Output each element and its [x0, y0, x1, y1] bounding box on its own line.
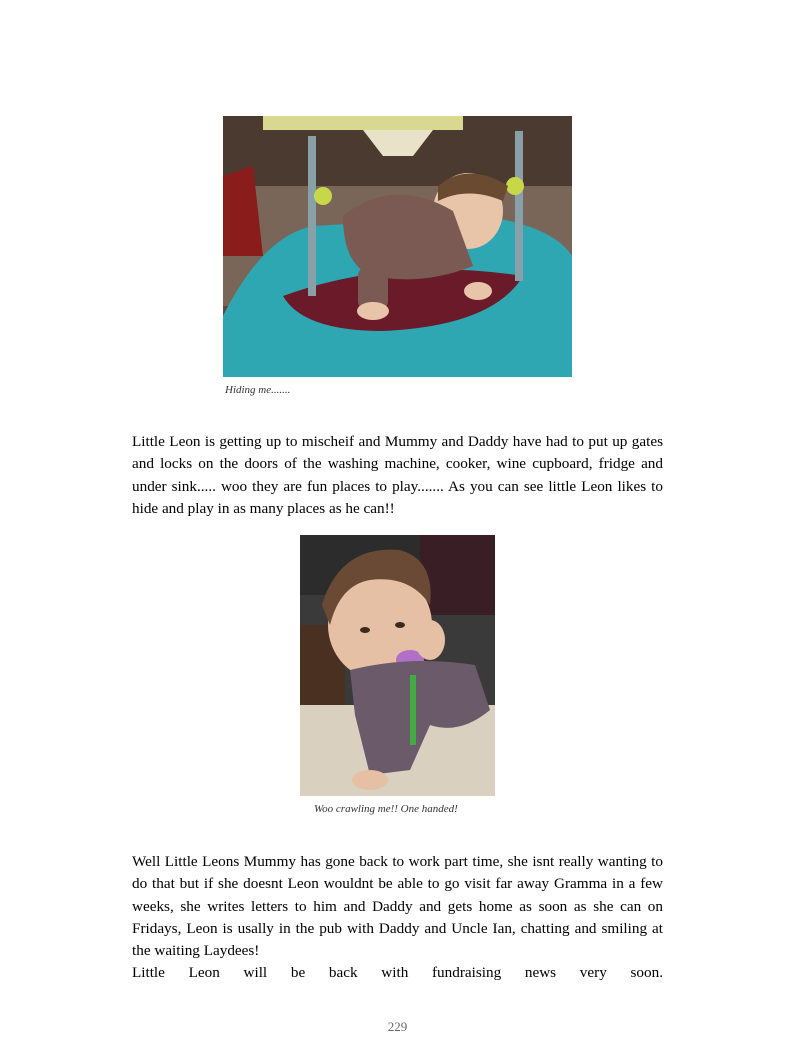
paragraph-mummy-work: Well Little Leons Mummy has gone back to work part time, she isnt really wanting to do that but if she doesnt Leon wouldnt be able to go visit far away Gramma in a few weeks, she writes letters to him and Daddy and gets home as soon as she can on Fridays, Leon is usally in the pub with Daddy and Uncle Ian, chatting and smiling at the waiting Laydees! — [132, 853, 663, 960]
paragraph-fundraising: Little Leon will be back with fundraising news very soon. — [132, 964, 663, 981]
photo1-caption: Hiding me....... — [225, 384, 291, 396]
photo2-caption: Woo crawling me!! One handed! — [314, 803, 458, 815]
page-number: 229 — [387, 1019, 408, 1034]
photo-baby-crawling — [300, 535, 495, 796]
paragraph-mischief: Little Leon is getting up to mischeif and Mummy and Daddy have had to put up gates and locks on the doors of the washing machine, cooker, wine cupboard, fridge and under sink..... woo they are fun places to play....... As you can see little Leon likes to hide and play in as many places as he can!! — [132, 433, 663, 517]
photo-baby-in-walker — [223, 116, 572, 377]
